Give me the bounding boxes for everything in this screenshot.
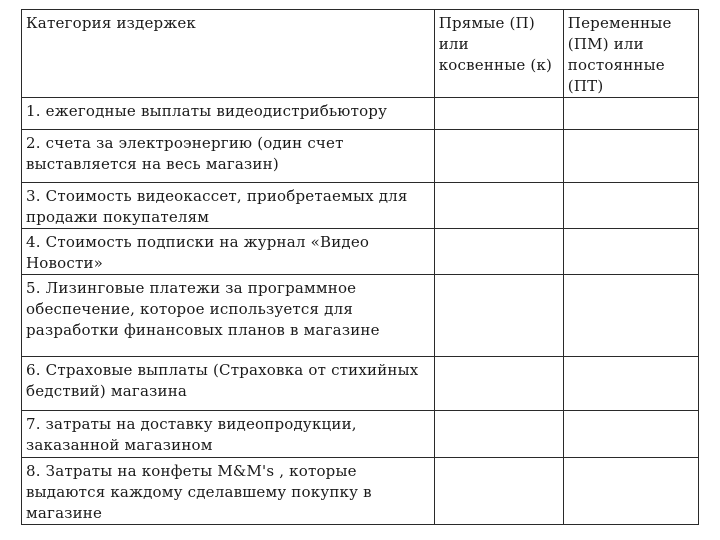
- cost-category-cell: 5. Лизинговые платежи за программное обеспечение, которое используется для разработки финансовых планов в магазине: [22, 275, 435, 357]
- direct-indirect-cell[interactable]: [434, 130, 563, 183]
- table-row: [22, 98, 699, 130]
- direct-indirect-cell[interactable]: [434, 183, 563, 229]
- table-row: [22, 229, 699, 275]
- direct-indirect-cell[interactable]: [434, 411, 563, 458]
- cost-category-cell: 8. Затраты на конфеты M&M's , которые выдаются каждому сделавшему покупку в магазине: [22, 458, 435, 525]
- direct-indirect-cell[interactable]: [434, 229, 563, 275]
- cost-category-cell: 7. затраты на доставку видеопродукции, заказанной магазином: [22, 411, 435, 458]
- cost-classification-table: [21, 9, 699, 525]
- cost-category-cell: 6. Страховые выплаты (Страховка от стихийных бедствий) магазина: [22, 357, 435, 411]
- variable-fixed-cell[interactable]: [563, 229, 698, 275]
- table-row: [22, 275, 699, 357]
- header-cost-category: Категория издержек: [22, 10, 435, 98]
- cost-category-cell: 3. Стоимость видеокассет, приобретаемых для продажи покупателям: [22, 183, 435, 229]
- table-row: [22, 357, 699, 411]
- direct-indirect-cell[interactable]: [434, 458, 563, 525]
- direct-indirect-cell[interactable]: [434, 357, 563, 411]
- direct-indirect-cell[interactable]: [434, 275, 563, 357]
- header-variable-fixed: Переменные (ПМ) или постоянные (ПТ): [563, 10, 698, 98]
- cost-category-cell: 1. ежегодные выплаты видеодистрибьютору: [22, 98, 435, 130]
- variable-fixed-cell[interactable]: [563, 411, 698, 458]
- variable-fixed-cell[interactable]: [563, 275, 698, 357]
- table-header-row: [22, 10, 699, 98]
- table-row: [22, 183, 699, 229]
- variable-fixed-cell[interactable]: [563, 130, 698, 183]
- direct-indirect-cell[interactable]: [434, 98, 563, 130]
- variable-fixed-cell[interactable]: [563, 183, 698, 229]
- cost-category-cell: 2. счета за электроэнергию (один счет выставляется на весь магазин): [22, 130, 435, 183]
- variable-fixed-cell[interactable]: [563, 98, 698, 130]
- table-row: [22, 411, 699, 458]
- table-row: [22, 458, 699, 525]
- variable-fixed-cell[interactable]: [563, 458, 698, 525]
- cost-category-cell: 4. Стоимость подписки на журнал «Видео Новости»: [22, 229, 435, 275]
- table-row: [22, 130, 699, 183]
- variable-fixed-cell[interactable]: [563, 357, 698, 411]
- header-direct-indirect: Прямые (П) или косвенные (к): [434, 10, 563, 98]
